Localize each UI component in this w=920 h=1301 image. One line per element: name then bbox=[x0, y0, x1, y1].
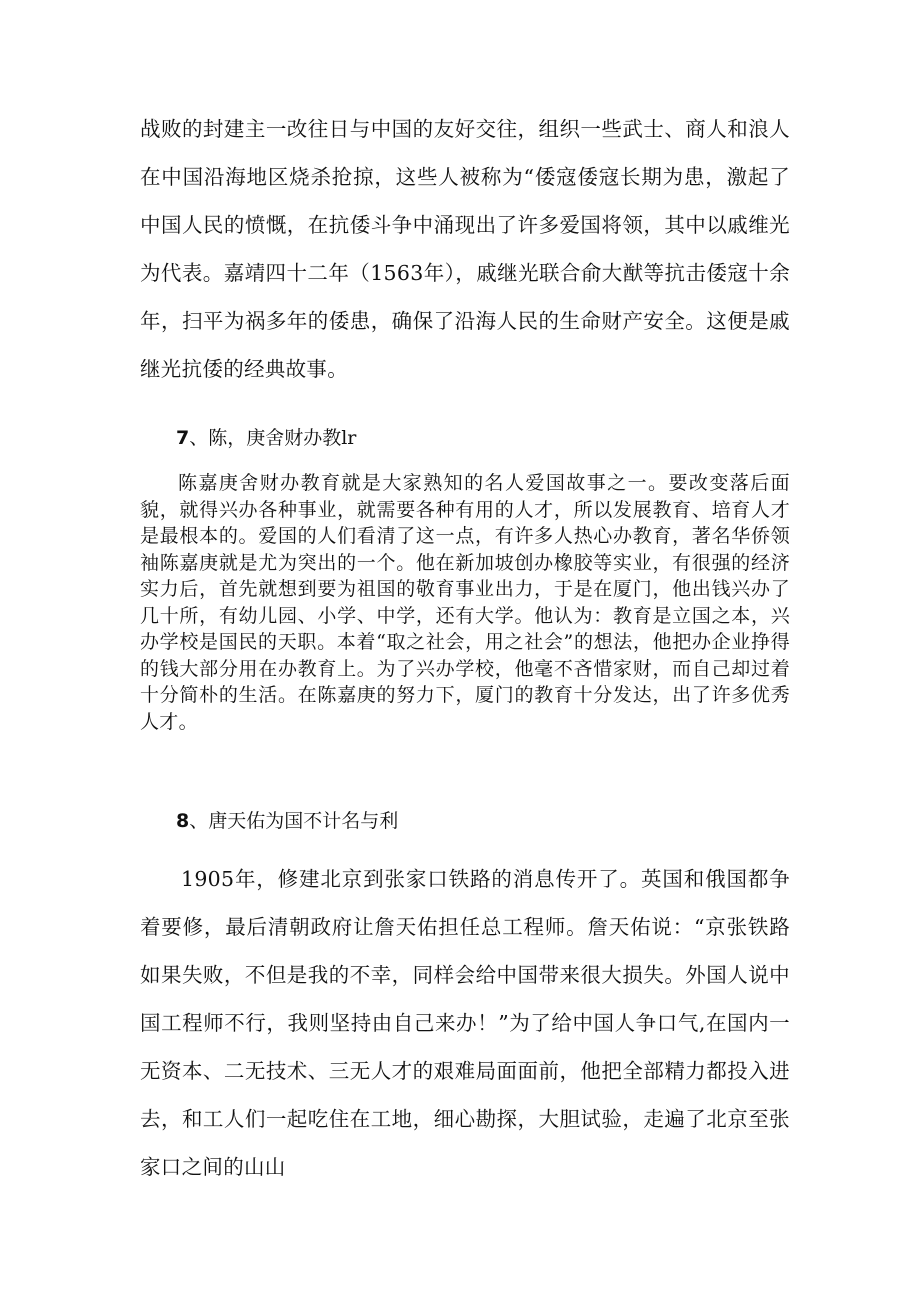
section-heading-7 bbox=[176, 425, 356, 451]
section-title: 、陈，庚舍财办教lr bbox=[189, 427, 357, 449]
paragraph-text: 陈嘉庚舍财办教育就是大家熟知的名人爱国故事之一。要改变落后面貌，就得兴办各种事业，就需要各种有用的人才，所以发展教育、培育人才是最根本的。爱国的人们看清了这一点，有许多人热心办教育，著名华侨领袖陈嘉庚就是尤为突出的一个。他在新加坡创办橡胶等实业，有很强的经济实力后，首先就想到要为祖国的敬育事业出力，于是在厦门，他出钱兴办了几十所，有幼儿园、小学、中学，还有大学。他认为：教育是立国之本，兴办学校是国民的天职。本着“取之社会，用之社会”的想法，他把办企业挣得的钱大部分用在办教育上。为了兴办学校，他毫不吝惜家财，而自己却过着十分简朴的生活。在陈嘉庚的努力下，厦门的教育十分发达，出了许多优秀人才。 bbox=[140, 472, 790, 733]
section-heading-8 bbox=[176, 808, 398, 834]
section-title: 、唐天佑为国不计名与利 bbox=[189, 810, 399, 832]
section-number: 8 bbox=[176, 810, 190, 832]
paragraph-text: 1905年，修建北京到张家口铁路的消息传开了。英国和俄国都争着要修，最后清朝政府让詹天佑担任总工程师。詹天佑说：“京张铁路如果失败，不但是我的不幸，同样会给中国带来很大损失。外国人说中国工程师不行，我则坚持由自己来办！”为了给中国人争口气,在国内一无资本、二无技术、三无人才的艰难局面面前，他把全部精力都投入进去，和工人们一起吃住在工地，细心勘探，大胆试验，走遍了北京至张家口之间的山山 bbox=[140, 867, 790, 1179]
paragraph-text: 战败的封建主一改往日与中国的友好交往，组织一些武士、商人和浪人在中国沿海地区烧杀抢掠，这些人被称为“倭寇倭寇长期为患，激起了中国人民的愤慨，在抗倭斗争中涌现出了许多爱国将领，其中以戚维光为代表。嘉靖四十二年（1563年），戚继光联合俞大猷等抗击倭寇十余年，扫平为祸多年的倭患，确保了沿海人民的生命财产安全。这便是戚继光抗倭的经典故事。 bbox=[140, 117, 790, 381]
paragraph-qi-jiguang bbox=[140, 105, 790, 393]
paragraph-chen-jiageng bbox=[140, 470, 790, 735]
paragraph-zhan-tianyou bbox=[140, 855, 790, 1191]
section-number: 7 bbox=[176, 427, 190, 449]
